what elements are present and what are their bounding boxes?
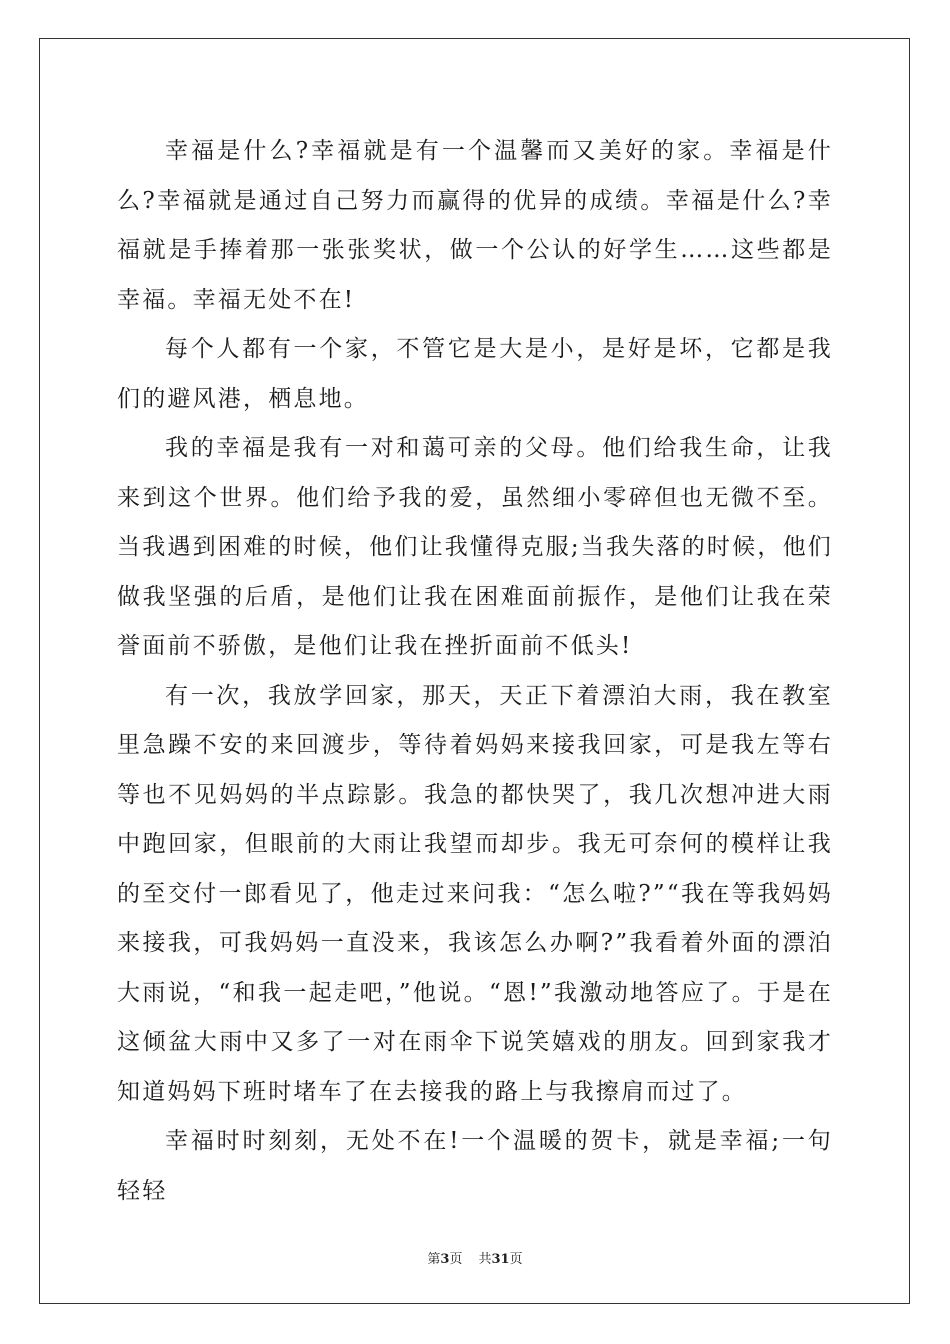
paragraph-4: 有一次，我放学回家，那天，天正下着漂泊大雨，我在教室里急躁不安的来回渡步，等待着妈妈来接我回家，可是我左等右等也不见妈妈的半点踪影。我急的都快哭了，我几次想冲进大雨中跑回家，但眼前的大雨让我望而却步。我无可奈何的模样让我的至交付一郎看见了，他走过来问我：“怎么啦?”“我在等我妈妈来接我，可我妈妈一直没来，我该怎么办啊?”我看着外面的漂泊大雨说，“和我一起走吧，”他说。“恩!”我激动地答应了。于是在这倾盆大雨中又多了一对在雨伞下说笑嬉戏的朋友。回到家我才知道妈妈下班时堵车了在去接我的路上与我擦肩而过了。 (117, 682, 833, 1105)
total-prefix: 共 (478, 1252, 492, 1267)
page-footer (0, 1248, 950, 1267)
paragraph-1: 幸福是什么?幸福就是有一个温馨而又美好的家。幸福是什么?幸福就是通过自己努力而赢得的优异的成绩。幸福是什么?幸福就是手捧着那一张张奖状，做一个公认的好学生……这些都是幸福。幸福无处不在! (117, 138, 833, 313)
page-suffix: 页 (449, 1252, 463, 1267)
document-body (117, 127, 833, 1216)
paragraph-2: 每个人都有一个家，不管它是大是小，是好是坏，它都是我们的避风港，栖息地。 (117, 336, 833, 412)
page-prefix: 第 (427, 1252, 441, 1267)
total-suffix: 页 (509, 1252, 523, 1267)
total-pages: 31 (491, 1252, 510, 1267)
paragraph-3: 我的幸福是我有一对和蔼可亲的父母。他们给我生命，让我来到这个世界。他们给予我的爱，虽然细小零碎但也无微不至。当我遇到困难的时候，他们让我懂得克服;当我失落的时候，他们做我坚强的后盾，是他们让我在困难面前振作，是他们让我在荣誉面前不骄傲，是他们让我在挫折面前不低头! (117, 435, 833, 659)
paragraph-5: 幸福时时刻刻，无处不在!一个温暖的贺卡，就是幸福;一句轻轻 (117, 1128, 833, 1204)
page-number: 3 (440, 1252, 450, 1267)
